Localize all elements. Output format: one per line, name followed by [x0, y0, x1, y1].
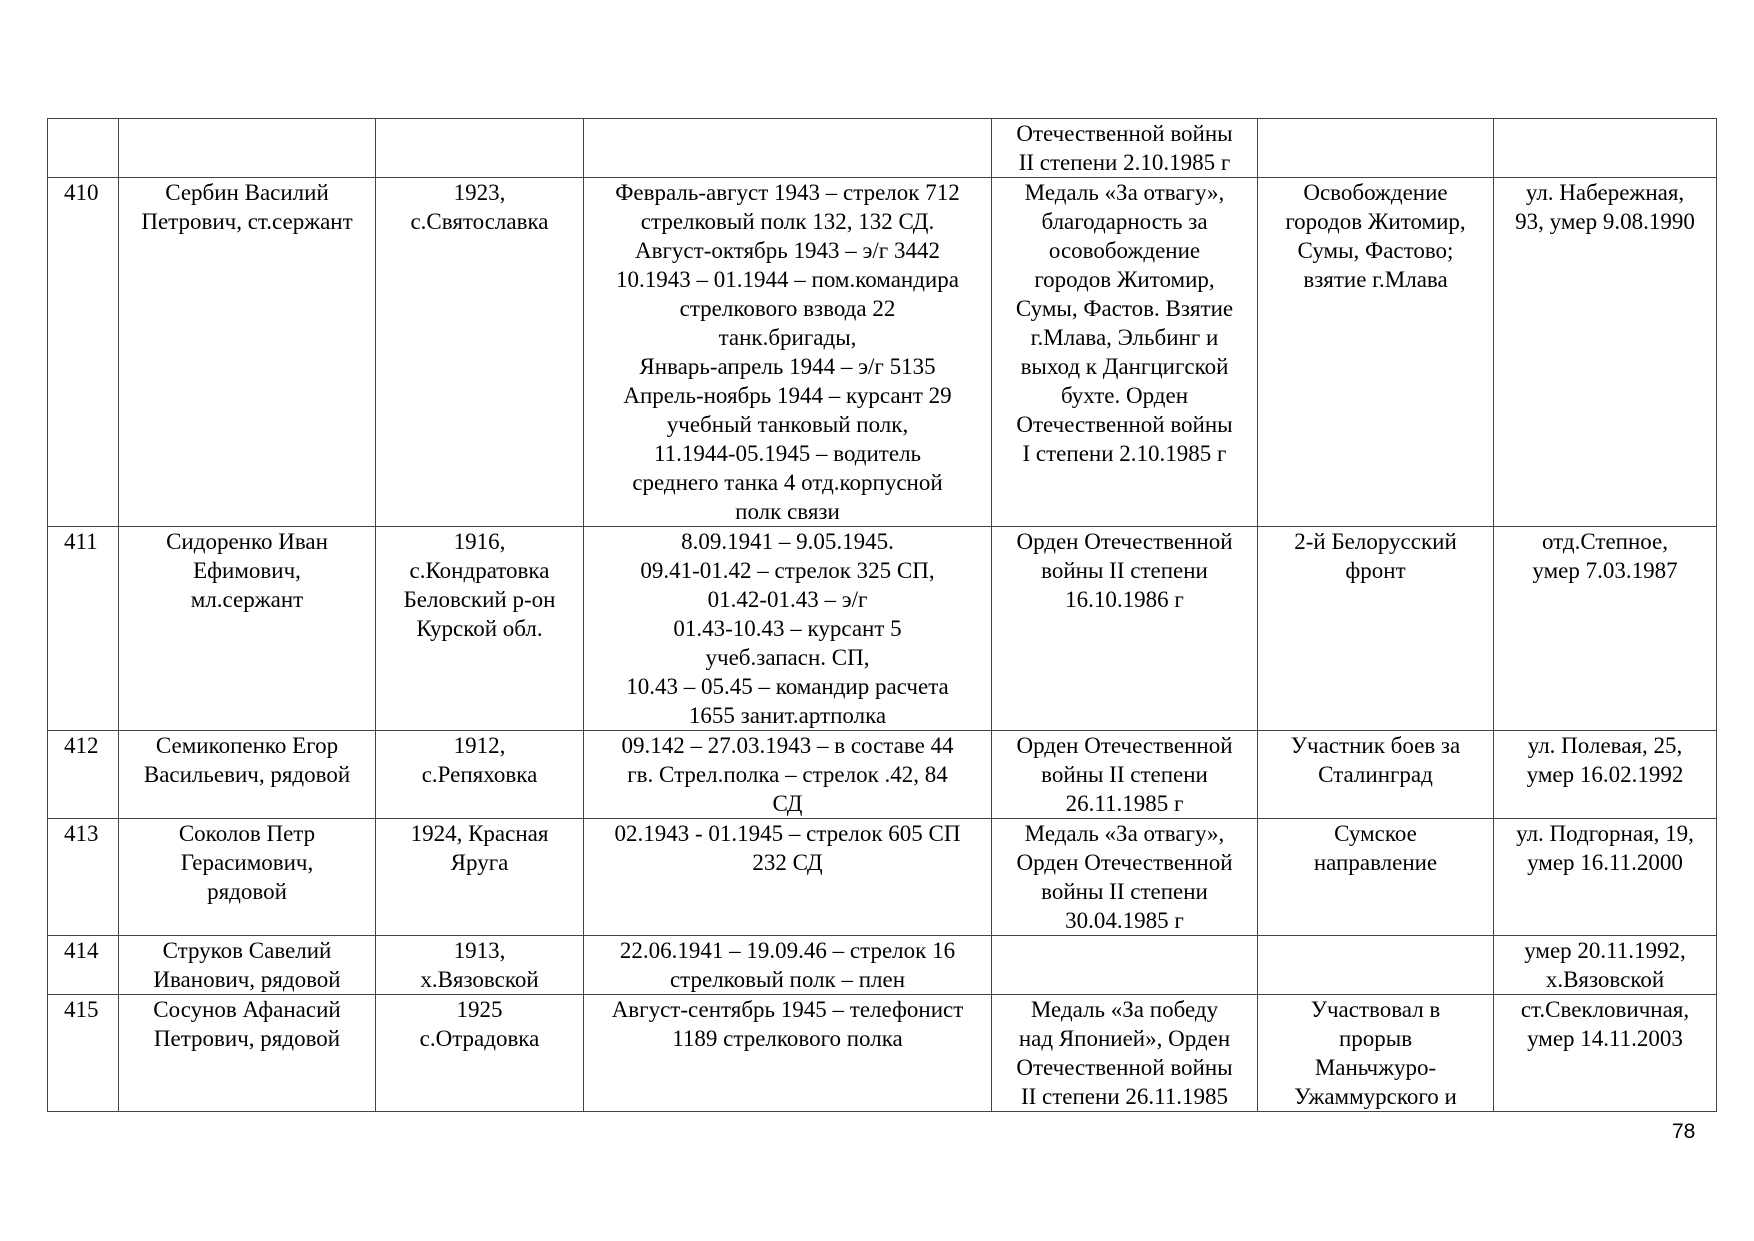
cell-line: 1916,: [453, 529, 506, 554]
battles-cell: [1258, 936, 1494, 995]
cell-line: Отечественной войны: [1016, 121, 1233, 146]
cell-line: Яруга: [450, 850, 509, 875]
cell-line: осовобождение: [1048, 238, 1201, 263]
name-cell: [119, 178, 376, 527]
cell-line: Беловский р-он: [403, 587, 556, 612]
birth-cell: [376, 527, 584, 731]
awards-cell: [992, 178, 1258, 527]
cell-line: учебный танковый полк,: [666, 412, 909, 437]
cell-line: городов Житомир,: [1034, 267, 1215, 292]
cell-line: ул. Подгорная, 19,: [1516, 821, 1694, 846]
cell-line: Сталинград: [1318, 762, 1433, 787]
cell-line: ул. Набережная,: [1525, 180, 1685, 205]
cell-line: 1923,: [453, 180, 506, 205]
cell-line: Петрович, рядовой: [153, 1026, 341, 1051]
cell-line: над Японией», Орден: [1018, 1026, 1231, 1051]
cell-line: 8.09.1941 – 9.05.1945.: [681, 529, 894, 554]
cell-line: взятие г.Млава: [1303, 267, 1448, 292]
cell-line: благодарность за: [1041, 209, 1208, 234]
cell-line: 10.1943 – 01.1944 – пом.командира: [616, 267, 959, 292]
cell-line: 1655 занит.артполка: [688, 703, 887, 728]
table-row: [48, 178, 1717, 527]
cell-line: Сумы, Фастово;: [1297, 238, 1454, 263]
cell-line: Февраль-август 1943 – стрелок 712: [615, 180, 960, 205]
cell-line: Сумы, Фастов. Взятие: [1015, 296, 1234, 321]
cell-line: 09.41-01.42 – стрелок 325 СП,: [640, 558, 935, 583]
cell-line: городов Житомир,: [1285, 209, 1466, 234]
name-cell: [119, 995, 376, 1112]
cell-line: 1924, Красная: [410, 821, 549, 846]
service-cell: [584, 936, 992, 995]
cell-line: Август-октябрь 1943 – э/г 3442: [635, 238, 940, 263]
cell-line: умер 7.03.1987: [1532, 558, 1678, 583]
cell-line: 1925: [456, 997, 503, 1022]
number-cell: [48, 119, 119, 178]
cell-line: с.Репяховка: [421, 762, 538, 787]
awards-cell: [992, 995, 1258, 1112]
cell-line: учеб.запасн. СП,: [705, 645, 870, 670]
cell-line: войны II степени: [1041, 879, 1208, 904]
service-cell: [584, 731, 992, 819]
notes-cell: [1494, 936, 1717, 995]
cell-line: умер 16.02.1992: [1526, 762, 1684, 787]
notes-cell: [1494, 178, 1717, 527]
cell-line: полк связи: [735, 499, 840, 524]
name-cell: [119, 731, 376, 819]
cell-line: стрелковый полк – плен: [669, 967, 906, 992]
cell-line: Отечественной войны: [1016, 412, 1233, 437]
cell-line: 26.11.1985 г: [1065, 791, 1184, 816]
cell-line: стрелкового взвода 22: [679, 296, 896, 321]
service-cell: [584, 178, 992, 527]
notes-cell: [1494, 731, 1717, 819]
cell-line: Струков Савелий: [162, 938, 332, 963]
cell-line: Освобождение: [1303, 180, 1448, 205]
cell-line: 02.1943 - 01.1945 – стрелок 605 СП: [614, 821, 961, 846]
row-number: 413: [64, 821, 99, 846]
cell-line: Курской обл.: [416, 616, 543, 641]
number-cell: [48, 936, 119, 995]
cell-line: Отечественной войны: [1016, 1055, 1233, 1080]
cell-line: Васильевич, рядовой: [143, 762, 351, 787]
battles-cell: [1258, 119, 1494, 178]
name-cell: [119, 527, 376, 731]
cell-line: умер 14.11.2003: [1527, 1026, 1683, 1051]
table-body: [48, 119, 1717, 1112]
cell-line: прорыв: [1338, 1026, 1413, 1051]
table-row: [48, 995, 1717, 1112]
birth-cell: [376, 936, 584, 995]
table-row: [48, 819, 1717, 936]
cell-line: х.Вязовской: [1545, 967, 1665, 992]
row-number: 412: [64, 733, 99, 758]
birth-cell: [376, 731, 584, 819]
cell-line: СД: [772, 791, 803, 816]
cell-line: ул. Полевая, 25,: [1527, 733, 1683, 758]
cell-line: Орден Отечественной: [1016, 733, 1233, 758]
cell-line: Сербин Василий: [165, 180, 329, 205]
cell-line: х.Вязовской: [420, 967, 539, 992]
service-cell: [584, 819, 992, 936]
notes-cell: [1494, 995, 1717, 1112]
number-cell: [48, 995, 119, 1112]
cell-line: 30.04.1985 г: [1065, 908, 1184, 933]
cell-line: II степени 2.10.1985 г: [1018, 150, 1231, 175]
name-cell: [119, 936, 376, 995]
awards-cell: [992, 527, 1258, 731]
battles-cell: [1258, 819, 1494, 936]
cell-line: I степени 2.10.1985 г: [1022, 441, 1227, 466]
cell-line: выход к Дангцигской: [1020, 354, 1229, 379]
name-cell: [119, 819, 376, 936]
awards-cell: [992, 819, 1258, 936]
cell-line: направление: [1313, 850, 1438, 875]
number-cell: [48, 819, 119, 936]
cell-line: г.Млава, Эльбинг и: [1030, 325, 1219, 350]
birth-cell: [376, 119, 584, 178]
table-row: [48, 731, 1717, 819]
cell-line: Петрович, ст.сержант: [141, 209, 353, 234]
cell-line: умер 16.11.2000: [1527, 850, 1683, 875]
cell-line: 93, умер 9.08.1990: [1515, 209, 1695, 234]
cell-line: 01.42-01.43 – э/г: [707, 587, 868, 612]
cell-line: среднего танка 4 отд.корпусной: [632, 470, 943, 495]
table-row: [48, 119, 1717, 178]
cell-line: 16.10.1986 г: [1065, 587, 1184, 612]
cell-line: Сосунов Афанасий: [153, 997, 341, 1022]
cell-line: 10.43 – 05.45 – командир расчета: [626, 674, 949, 699]
cell-line: отд.Степное,: [1541, 529, 1669, 554]
cell-line: танк.бригады,: [718, 325, 857, 350]
cell-line: Медаль «За отвагу»,: [1024, 180, 1225, 205]
cell-line: 2-й Белорусский: [1294, 529, 1457, 554]
cell-line: с.Отрадовка: [419, 1026, 540, 1051]
cell-line: Ефимович,: [193, 558, 301, 583]
cell-line: с.Кондратовка: [409, 558, 550, 583]
cell-line: 1912,: [453, 733, 506, 758]
row-number: 411: [64, 529, 98, 554]
birth-cell: [376, 995, 584, 1112]
cell-line: Январь-апрель 1944 – э/г 5135: [639, 354, 936, 379]
cell-line: Сумское: [1334, 821, 1417, 846]
cell-line: Медаль «За отвагу»,: [1024, 821, 1225, 846]
cell-line: бухте. Орден: [1060, 383, 1189, 408]
service-cell: [584, 995, 992, 1112]
notes-cell: [1494, 819, 1717, 936]
cell-line: фронт: [1345, 558, 1406, 583]
cell-line: Соколов Петр: [178, 821, 316, 846]
row-number: 414: [64, 938, 99, 963]
cell-line: Ужаммурского и: [1294, 1084, 1457, 1109]
cell-line: гв. Стрел.полка – стрелок .42, 84: [627, 762, 948, 787]
name-cell: [119, 119, 376, 178]
battles-cell: [1258, 178, 1494, 527]
battles-cell: [1258, 731, 1494, 819]
birth-cell: [376, 178, 584, 527]
service-cell: [584, 527, 992, 731]
cell-line: Орден Отечественной: [1016, 850, 1233, 875]
page-number: 78: [1672, 1120, 1696, 1143]
notes-cell: [1494, 119, 1717, 178]
cell-line: умер 20.11.1992,: [1524, 938, 1686, 963]
cell-line: Участвовал в: [1310, 997, 1441, 1022]
cell-line: Иванович, рядовой: [153, 967, 341, 992]
cell-line: Август-сентябрь 1945 – телефонист: [611, 997, 964, 1022]
cell-line: 01.43-10.43 – курсант 5: [673, 616, 902, 641]
cell-line: 11.1944-05.1945 – водитель: [653, 441, 922, 466]
cell-line: Герасимович,: [180, 850, 314, 875]
table-row: [48, 936, 1717, 995]
cell-line: войны II степени: [1041, 558, 1208, 583]
cell-line: II степени 26.11.1985: [1020, 1084, 1229, 1109]
battles-cell: [1258, 995, 1494, 1112]
cell-line: мл.сержант: [190, 587, 304, 612]
veterans-table: [47, 118, 1717, 1112]
cell-line: Сидоренко Иван: [166, 529, 328, 554]
notes-cell: [1494, 527, 1717, 731]
cell-line: Апрель-ноябрь 1944 – курсант 29: [623, 383, 952, 408]
cell-line: 1913,: [453, 938, 506, 963]
service-cell: [584, 119, 992, 178]
cell-line: Медаль «За победу: [1030, 997, 1219, 1022]
cell-line: Участник боев за: [1290, 733, 1461, 758]
cell-line: с.Святославка: [410, 209, 549, 234]
number-cell: [48, 527, 119, 731]
birth-cell: [376, 819, 584, 936]
battles-cell: [1258, 527, 1494, 731]
cell-line: 09.142 – 27.03.1943 – в составе 44: [621, 733, 954, 758]
cell-line: 232 СД: [752, 850, 823, 875]
cell-line: Орден Отечественной: [1016, 529, 1233, 554]
row-number: 415: [64, 997, 99, 1022]
number-cell: [48, 731, 119, 819]
cell-line: ст.Свекловичная,: [1520, 997, 1690, 1022]
cell-line: Маньчжуро-: [1314, 1055, 1437, 1080]
cell-line: рядовой: [207, 879, 287, 904]
cell-line: стрелковый полк 132, 132 СД.: [640, 209, 935, 234]
table-row: [48, 527, 1717, 731]
awards-cell: [992, 731, 1258, 819]
row-number: 410: [64, 180, 99, 205]
awards-cell: [992, 119, 1258, 178]
cell-line: Семикопенко Егор: [155, 733, 339, 758]
cell-line: войны II степени: [1041, 762, 1208, 787]
awards-cell: [992, 936, 1258, 995]
cell-line: 22.06.1941 – 19.09.46 – стрелок 16: [619, 938, 956, 963]
number-cell: [48, 178, 119, 527]
cell-line: 1189 стрелкового полка: [672, 1026, 903, 1051]
